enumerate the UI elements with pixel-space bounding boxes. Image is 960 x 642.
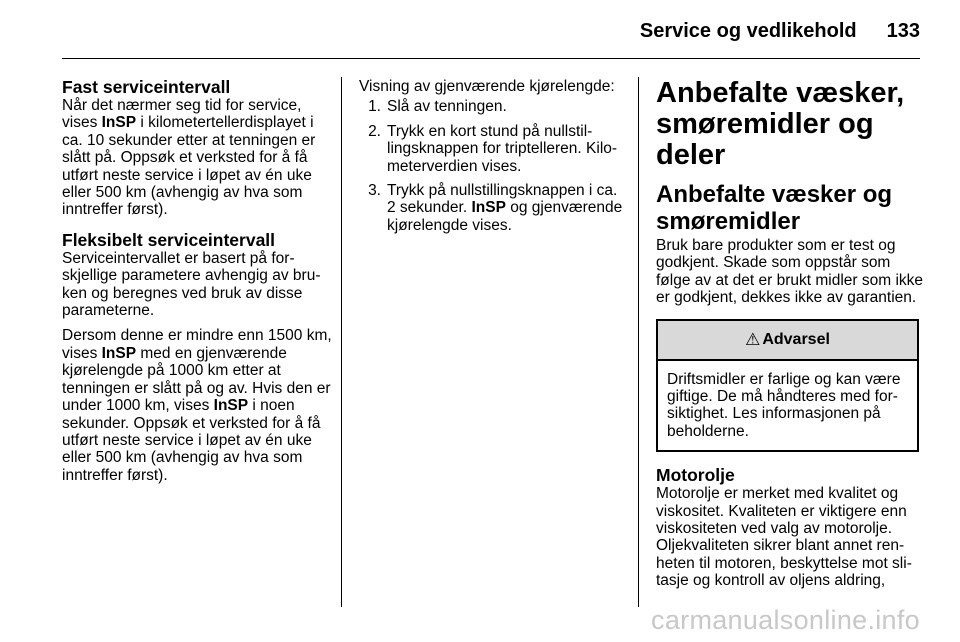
heading-fixed-interval: Fast serviceintervall bbox=[62, 77, 231, 97]
header-rule bbox=[62, 58, 920, 59]
paragraph-fixed-interval bbox=[62, 97, 332, 219]
section-title: Service og vedlikehold bbox=[639, 20, 857, 42]
text-run: Dersom denne er mindre enn 1500 km, vises bbox=[62, 327, 332, 362]
text-run: og gjenværende kjørelengde vises. bbox=[387, 199, 623, 234]
step-text: Trykk en kort stund på nullstillingsknappen for triptelleren. Kilometerverdien vises. bbox=[387, 122, 618, 175]
warning-title: Advarsel bbox=[762, 330, 830, 348]
paragraph-intro: Bruk bare produkter som er test og godkjent. Skade som oppstår som følge av at det er brukt midler som ikke er godkjent, dekkes ikke av garantien. bbox=[656, 237, 924, 307]
insp-indicator: InSP bbox=[213, 397, 249, 415]
text-run: i noen sekunder. Oppsøk et verksted for å få utført neste service i løpet av én uke eller 500 km (avhengig av hva som inntreffer først). bbox=[62, 397, 321, 484]
step-number: 2. bbox=[368, 122, 381, 140]
warning-triangle-icon: ⚠ bbox=[745, 329, 761, 349]
paragraph-flexible-interval: Serviceintervallet er basert på forskjellige parametere avhengig av bruken og beregnes ved bruk av disse parameterne. bbox=[62, 249, 321, 320]
warning-text: Driftsmidler er farlige og kan være giftige. De må håndteres med forsiktighet. Les informasjonen på beholderne. bbox=[667, 370, 901, 440]
text-run: Når det nærmer seg tid for service, vises bbox=[62, 97, 302, 132]
step-number: 1. bbox=[368, 98, 381, 116]
heading-recommended-fluids: Anbefalte væsker og smøremidler bbox=[656, 181, 893, 235]
list-item bbox=[359, 98, 629, 115]
heading-engine-oil: Motorolje bbox=[656, 465, 735, 486]
column-divider-2 bbox=[638, 77, 639, 607]
steps-intro: Visning av gjenværende kjørelengde: bbox=[359, 78, 615, 95]
step-text: Slå av tenningen. bbox=[387, 98, 507, 116]
step-number: 3. bbox=[368, 182, 381, 200]
page-number: 133 bbox=[886, 20, 920, 42]
insp-indicator: InSP bbox=[471, 199, 506, 217]
warning-box bbox=[656, 319, 919, 453]
column-middle bbox=[359, 78, 629, 241]
warning-header bbox=[658, 321, 917, 361]
text-run: Trykk på nullstillingsknappen i ca. 2 sekunder. bbox=[387, 182, 618, 217]
list-item bbox=[359, 182, 629, 234]
page-header bbox=[640, 20, 920, 44]
paragraph-remaining-distance bbox=[62, 327, 332, 484]
step-text bbox=[387, 182, 629, 234]
steps-list bbox=[359, 98, 629, 234]
insp-indicator: InSP bbox=[101, 344, 137, 362]
column-divider-1 bbox=[341, 77, 342, 607]
text-run: i kilometertellerdisplayet i ca. 10 sekunder etter at tenningen er slått på. Oppsøk et verksted for å få utført neste service i løpet av én uke eller 500 km (avhengig av hva som inntreffer først). bbox=[62, 114, 316, 219]
column-left bbox=[62, 78, 332, 484]
paragraph-engine-oil: Motorolje er merket med kvalitet og viskositet. Kvaliteten er viktigere enn viskositeten ved valg av motorolje. Oljekvaliteten sikrer blant annet renheten til motoren, beskyttelse mot slitasje og kontroll av oljens aldring, bbox=[656, 485, 912, 590]
list-item bbox=[359, 123, 629, 175]
heading-recommended-fluids-parts: Anbefalte væsker, smøremidler og deler bbox=[656, 77, 905, 171]
text-run: med en gjenværende kjørelengde på 1000 km etter at tenningen er slått på og av. Hvis den er under 1000 km, vises bbox=[62, 344, 331, 415]
heading-flexible-interval: Fleksibelt serviceintervall bbox=[62, 229, 276, 250]
insp-indicator: InSP bbox=[101, 114, 137, 132]
watermark: carmanualsonline.info bbox=[651, 605, 920, 635]
column-right bbox=[656, 78, 924, 590]
